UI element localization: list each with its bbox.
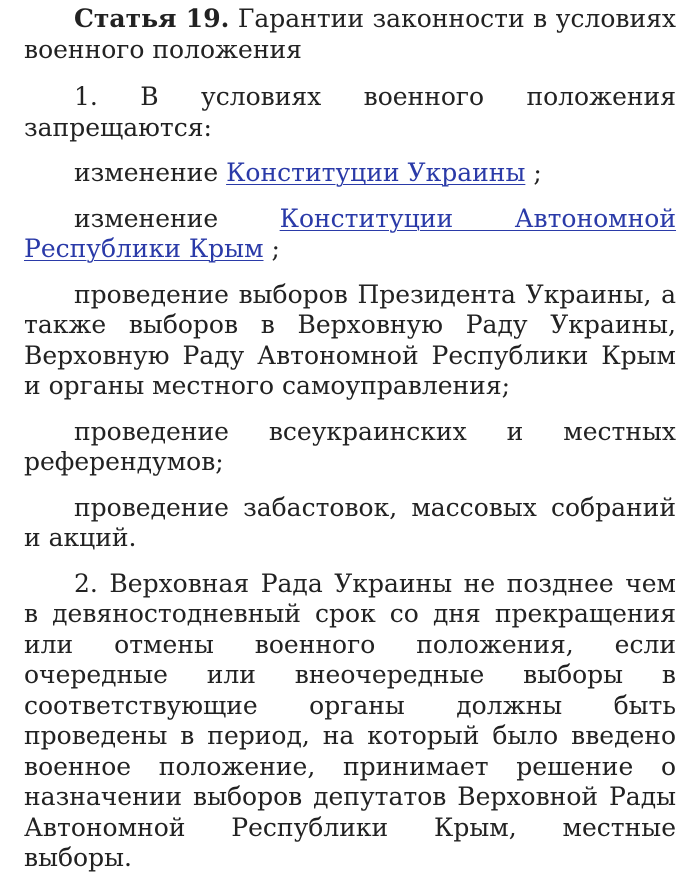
list-item-prefix: изменение xyxy=(74,203,219,233)
article-heading xyxy=(24,4,676,65)
list-item-prefix: изменение xyxy=(74,158,219,187)
list-item-suffix: ; xyxy=(533,158,542,187)
list-item-elections: проведение выборов Президента Украины, а также выборов в Верховную Раду Украины, Верховную Раду Автономной Республики Крым и органы местного самоуправления; xyxy=(24,279,676,400)
paragraph-1-intro: 1. В условиях военного положения запрещаются: xyxy=(24,82,676,142)
link-constitution-ukraine[interactable]: Конституции Украины xyxy=(226,158,526,187)
list-item-suffix: ; xyxy=(271,234,280,263)
article-number: Статья 19. xyxy=(74,4,230,33)
list-item-strikes: проведение забастовок, массовых собраний и акций. xyxy=(24,492,676,552)
link-constitution-crimea[interactable]: Конституции Автономной Республики Крым xyxy=(24,203,677,263)
list-item-crimea-constitution-change xyxy=(24,204,676,265)
paragraph-2: 2. Верховная Рада Украины не позднее чем в девяностодневный срок со дня прекращения или отмены военного положения, если очередные или внеочередные выборы в соответствующие органы должны быть проведены в период, на который было введено военное положение, принимает решение о назначении выборов депутатов Верховной Рады Автономной Республики Крым, местные выборы. xyxy=(24,568,676,872)
article-title: Гарантии законности в условиях военного положения xyxy=(24,4,676,64)
list-item-referendums: проведение всеукраинских и местных референдумов; xyxy=(24,416,676,476)
list-item-constitution-change xyxy=(24,158,676,189)
